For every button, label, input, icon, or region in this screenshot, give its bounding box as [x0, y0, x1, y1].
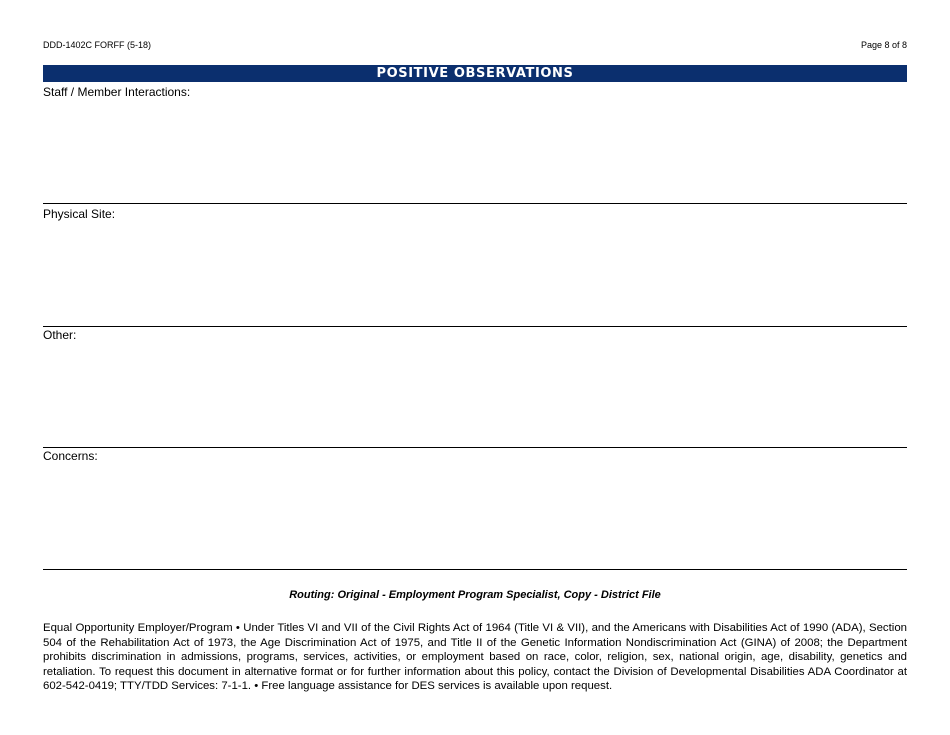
routing-note: Routing: Original - Employment Program Specialist, Copy - District File [289, 589, 661, 601]
physical-site-label: Physical Site: [43, 207, 116, 221]
form-code: DDD-1402C FORFF (5-18) [43, 40, 152, 50]
page-number: Page 8 of 8 [860, 40, 907, 50]
physical-site-field[interactable] [43, 221, 907, 321]
concerns-field[interactable] [43, 463, 907, 563]
staff-member-interactions-field[interactable] [43, 99, 907, 199]
other-field[interactable] [43, 342, 907, 442]
concerns-section [43, 449, 907, 570]
staff-member-interactions-label: Staff / Member Interactions: [43, 85, 191, 99]
staff-member-interactions-section [43, 85, 907, 204]
concerns-label: Concerns: [43, 449, 98, 463]
physical-site-section [43, 207, 907, 327]
other-label: Other: [43, 328, 77, 342]
equal-opportunity-disclaimer: Equal Opportunity Employer/Program • Under Titles VI and VII of the Civil Rights Act of 1964 (Title VI & VII), and the Americans with Disabilities Act of 1990 (ADA), Section 504 of the Rehabilitation Act of 1973, the Age Discrimination Act of 1975, and Title II of the Genetic Information Nondiscrimination Act (GINA) of 2008; the Department prohibits discrimination in admissions, programs, services, activities, or employment based on race, color, religion, sex, national origin, age, disability, genetics and retaliation. To request this document in alternative format or for further information about this policy, contact the Division of Developmental Disabilities ADA Coordinator at 602-542-0419; TTY/TDD Services: 7-1-1. • Free language assistance for DES services is available upon request. [43, 622, 907, 693]
section-title: POSITIVE OBSERVATIONS [43, 65, 907, 82]
other-section [43, 328, 907, 448]
